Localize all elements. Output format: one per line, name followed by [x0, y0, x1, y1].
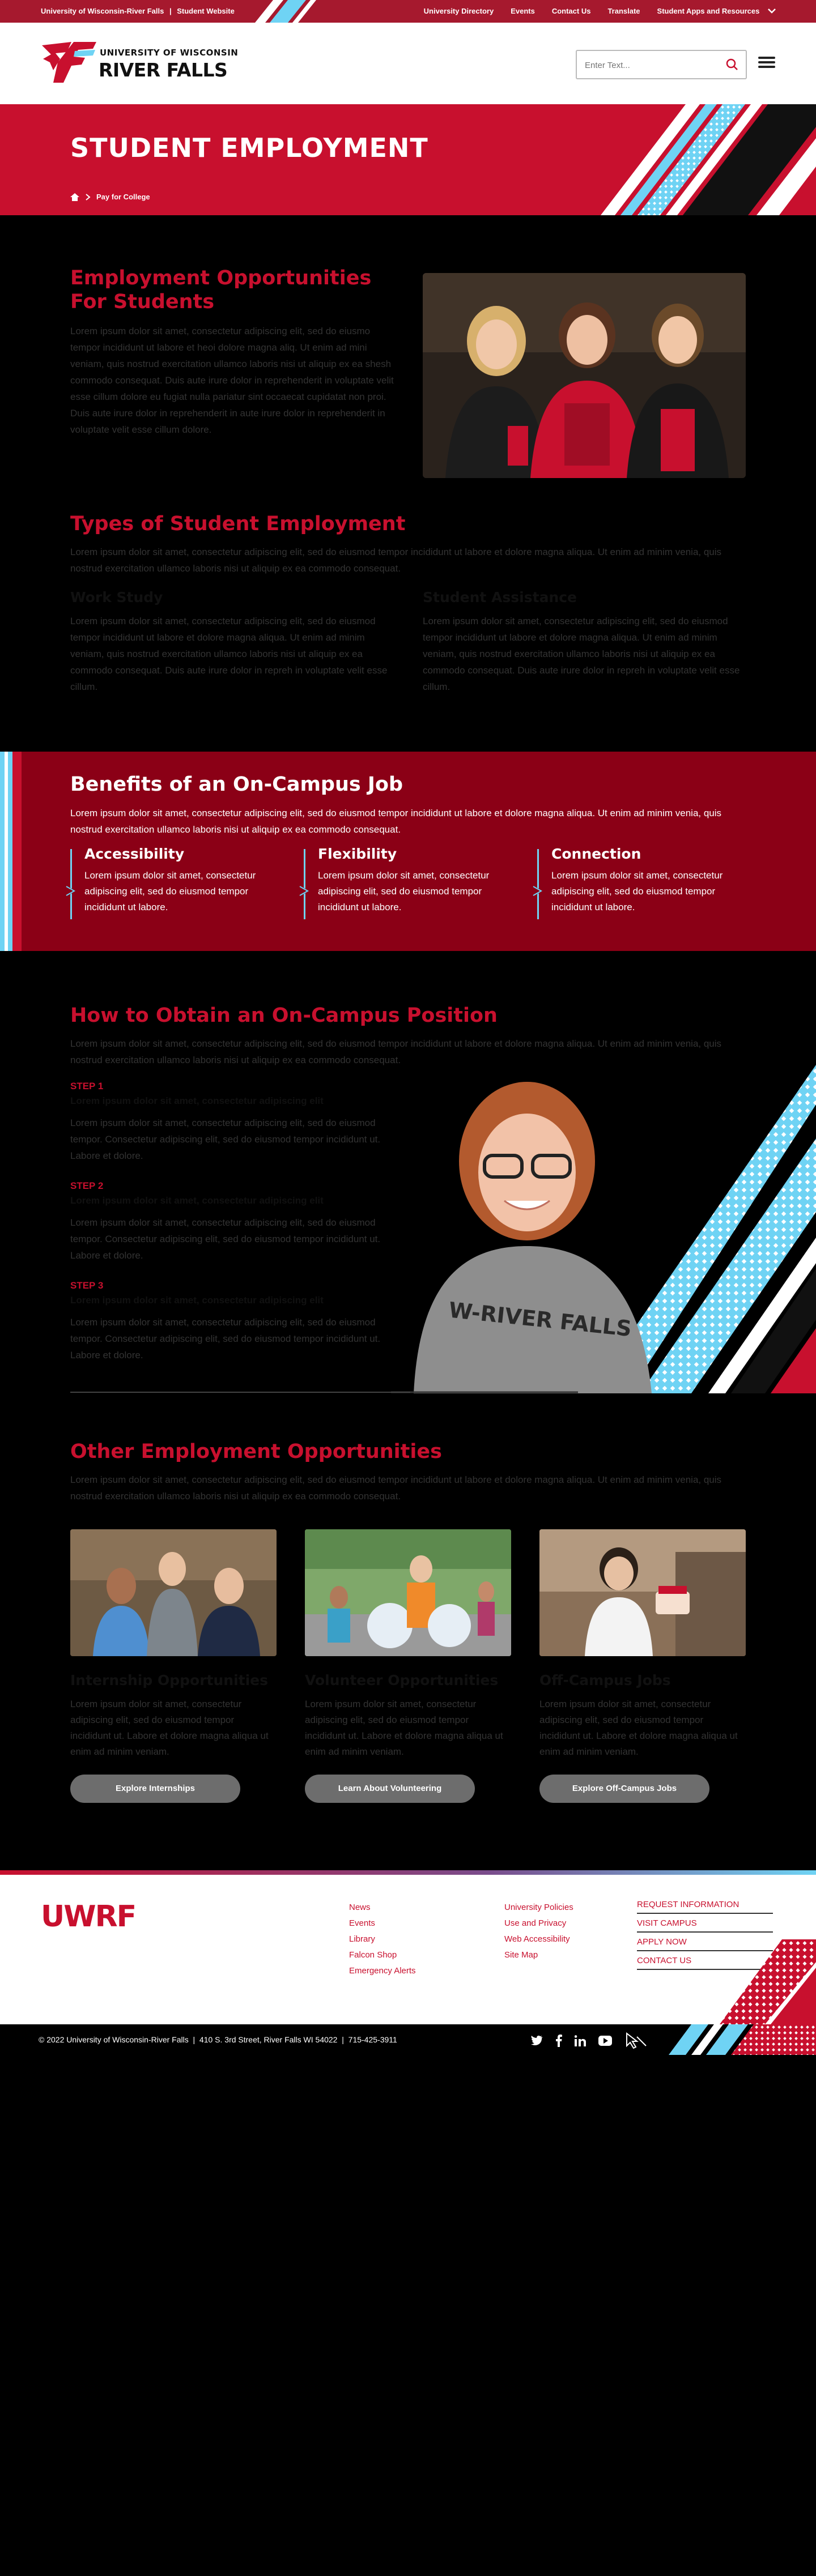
footer-link-library[interactable]: Library	[349, 1934, 375, 1944]
footer-link-events[interactable]: Events	[349, 1918, 375, 1928]
learn-about-volunteering-button[interactable]: Learn About Volunteering	[305, 1775, 475, 1803]
search-input[interactable]	[585, 58, 721, 72]
link-events[interactable]: Events	[511, 7, 535, 15]
footer-bottom-bar	[0, 2024, 816, 2055]
benefit-body: Lorem ipsum dolor sit amet, consectetur adipiscing elit, sed do eiusmod tempor incididunt ut labore.	[551, 870, 723, 912]
twitter-icon[interactable]	[530, 2035, 543, 2046]
chevron-right-icon	[299, 885, 310, 897]
benefit-body: Lorem ipsum dolor sit amet, consectetur adipiscing elit, sed do eiusmod tempor incididunt ut labore.	[84, 870, 256, 912]
work-study-body: Lorem ipsum dolor sit amet, consectetur adipiscing elit, sed do eiusmod tempor incididunt ut labore et dolore magna aliqua. Ut enim ad minim veniam, quis nostrud exercitation ullamco laboris nisi ut aliquip ex ea commodo consequat. Duis aute irure dolor in repreh in voluptate velit esse cillum.	[70, 616, 388, 692]
footer-logo[interactable]	[41, 1900, 135, 1934]
logo-text-university: UNIVERSITY OF WISCONSIN	[100, 48, 239, 58]
photo-off-campus-worker	[539, 1529, 746, 1656]
card-body: Lorem ipsum dolor sit amet, consectetur adipiscing elit, sed do eiusmod tempor incididunt ut. Labore et dolore magna aliqua ut enim ad minim veniam.	[70, 1699, 269, 1757]
bottom-decorative-stripes	[669, 2024, 816, 2055]
chevron-right-icon	[65, 885, 76, 897]
card-body: Lorem ipsum dolor sit amet, consectetur adipiscing elit, sed do eiusmod tempor incididunt ut. Labore et dolore magna aliqua ut enim ad minim veniam.	[305, 1699, 503, 1757]
search-icon[interactable]	[725, 58, 739, 71]
step-2	[70, 1180, 399, 1264]
student-assistance-body: Lorem ipsum dolor sit amet, consectetur adipiscing elit, sed do eiusmod tempor incididunt ut labore et dolore magna aliqua. Ut enim ad minim veniam, quis nostrud exercitation ullamco laboris nisi ut aliquip ex ea commodo consequat. Duis aute irure dolor in repreh in voluptate velit esse cillum.	[423, 616, 740, 692]
dropdown-student-apps-label: Student Apps and Resources	[657, 7, 760, 15]
benefit-flexibility	[304, 846, 513, 919]
student-photo-graphic	[391, 1059, 816, 1393]
link-translate[interactable]: Translate	[607, 7, 640, 15]
section-title-other: Other Employment Opportunities	[70, 1440, 442, 1463]
benefits-intro: Lorem ipsum dolor sit amet, consectetur adipiscing elit, sed do eiusmod tempor incididunt ut labore et dolore magna aliqua. Ut enim ad minim venia, quis nostrud exercitation ullamco laboris nisi ut aliquip ex ea commodo consequat.	[70, 808, 722, 835]
footer-link-news[interactable]: News	[349, 1903, 371, 1912]
opportunities-body: Lorem ipsum dolor sit amet, consectetur adipiscing elit, sed do eiusmo tempor incididunt ut labore et heoi dolore magna aliq. Ut enim ad mini veniam, quis nostrud exercitation ullamco laboris nisi ut aliquip ex ea shesh commodo consequat. Duis aute irure dolor in reprehenderit in voluptate velit esse cillum dolore eu fugiat nulla pariatur sint occaecat cupidatat non proi. Duis aute irure dolor in reprehenderit in aute irure dolor in reprehenderit in voluptate velit esse cillum dolore.	[70, 326, 394, 435]
utility-left-links	[41, 7, 238, 15]
shirt-print-text: W-RIVER FALLS	[447, 1297, 633, 1342]
step-title: Lorem ipsum dolor sit amet, consectetur adipiscing elit	[70, 1195, 324, 1206]
utility-separator: |	[169, 7, 172, 15]
chevron-right-icon	[85, 194, 91, 201]
site-header	[0, 23, 816, 104]
footer-logo-text: UWRF	[41, 1900, 136, 1934]
step-1	[70, 1081, 399, 1164]
footer-links-col2	[504, 1900, 573, 1963]
obtain-intro: Lorem ipsum dolor sit amet, consectetur adipiscing elit, sed do eiusmod tempor incididunt ut labore et dolore magna aliqua. Ut enim ad minim venia, quis nostrud exercitation ullamco laboris nisi ut aliquip ex ea commodo consequat.	[70, 1038, 722, 1065]
card-volunteer	[305, 1529, 511, 1803]
benefit-accessibility	[70, 846, 280, 919]
cta-visit-campus[interactable]: VISIT CAMPUS	[637, 1914, 773, 1933]
work-study-title: Work Study	[70, 589, 163, 605]
footer-link-university-policies[interactable]: University Policies	[504, 1903, 573, 1912]
search-box	[576, 50, 747, 79]
utility-right-links	[424, 7, 776, 15]
footer-link-emergency-alerts[interactable]: Emergency Alerts	[349, 1966, 416, 1976]
dropdown-student-apps[interactable]	[657, 7, 776, 15]
footer-decorative-stripes	[686, 1939, 816, 2024]
footer-link-web-accessibility[interactable]: Web Accessibility	[504, 1934, 570, 1944]
step-3	[70, 1280, 399, 1363]
benefit-title: Flexibility	[318, 846, 397, 862]
chevron-right-icon	[532, 885, 543, 897]
breadcrumb-current[interactable]: Pay for College	[96, 193, 150, 201]
site-link-uwrf[interactable]: University of Wisconsin-River Falls	[41, 7, 164, 15]
falcon-logo-mark-icon	[41, 40, 97, 85]
other-intro: Lorem ipsum dolor sit amet, consectetur adipiscing elit, sed do eiusmod tempor incididunt ut labore et dolore magna aliqua. Ut enim ad minim venia, quis nostrud exercitation ullamco laboris nisi ut aliquip ex ea commodo consequat.	[70, 1474, 722, 1502]
footer-gradient-bar	[0, 1870, 816, 1875]
photo-volunteers	[305, 1529, 511, 1656]
copyright-text: © 2022 University of Wisconsin-River Falls | 410 S. 3rd Street, River Falls WI 54022 | 715-425-3911	[39, 2035, 397, 2044]
step-label: STEP 1	[70, 1081, 104, 1091]
benefit-title: Connection	[551, 846, 641, 862]
student-assistance-title: Student Assistance	[423, 589, 577, 605]
card-off-campus	[539, 1529, 746, 1803]
photo-three-students	[423, 273, 746, 478]
social-links	[530, 2032, 647, 2049]
section-title-opportunities: Employment Opportunities For Students	[70, 267, 372, 313]
hero-decorative-stripes	[601, 104, 816, 215]
page-title: STUDENT EMPLOYMENT	[70, 133, 428, 163]
card-title: Off-Campus Jobs	[539, 1672, 671, 1688]
step-label: STEP 2	[70, 1180, 104, 1191]
benefit-title: Accessibility	[84, 846, 185, 862]
footer-link-falcon-shop[interactable]: Falcon Shop	[349, 1950, 397, 1960]
footer-links-col1	[349, 1900, 416, 1979]
card-body: Lorem ipsum dolor sit amet, consectetur adipiscing elit, sed do eiusmod tempor incididunt ut. Labore et dolore magna aliqua ut enim ad minim veniam.	[539, 1699, 738, 1757]
breadcrumb	[70, 193, 150, 201]
step-body: Lorem ipsum dolor sit amet, consectetur adipiscing elit, sed do eiusmod tempor. Consectetur adipiscing elit, sed do eiusmod tempor incididunt ut. Labore et dolore.	[70, 1217, 381, 1261]
section-title-types: Types of Student Employment	[70, 513, 406, 535]
cta-apply-now[interactable]: APPLY NOW	[637, 1933, 773, 1951]
decorative-stripes	[244, 0, 357, 23]
footer-link-use-and-privacy[interactable]: Use and Privacy	[504, 1918, 567, 1928]
facebook-icon[interactable]	[555, 2035, 562, 2047]
explore-internships-button[interactable]: Explore Internships	[70, 1775, 240, 1803]
utility-bar	[0, 0, 816, 23]
link-university-directory[interactable]: University Directory	[423, 7, 494, 15]
site-footer	[0, 1870, 816, 2024]
site-link-student-website[interactable]: Student Website	[177, 7, 235, 15]
home-icon[interactable]	[70, 193, 79, 201]
logo-text-river-falls: RIVER FALLS	[99, 59, 228, 81]
types-intro: Lorem ipsum dolor sit amet, consectetur adipiscing elit, sed do eiusmod tempor incididunt ut labore et dolore magna aliqua. Ut enim ad minim venia, quis nostrud exercitation ullamco laboris nisi ut aliquip ex ea commodo consequat.	[70, 547, 722, 574]
explore-off-campus-jobs-button[interactable]: Explore Off-Campus Jobs	[539, 1775, 709, 1803]
card-internships	[70, 1529, 277, 1803]
steps-divider	[70, 1392, 410, 1393]
step-label: STEP 3	[70, 1280, 104, 1291]
link-contact-us[interactable]: Contact Us	[551, 7, 591, 15]
cta-contact-us[interactable]: CONTACT US	[637, 1951, 773, 1970]
cta-request-information[interactable]: REQUEST INFORMATION	[637, 1895, 773, 1914]
step-title: Lorem ipsum dolor sit amet, consectetur adipiscing elit	[70, 1095, 324, 1106]
card-title: Internship Opportunities	[70, 1672, 268, 1688]
step-body: Lorem ipsum dolor sit amet, consectetur adipiscing elit, sed do eiusmod tempor. Consectetur adipiscing elit, sed do eiusmod tempor incididunt ut. Labore et dolore.	[70, 1317, 381, 1360]
hamburger-menu-icon[interactable]	[758, 54, 775, 71]
uwrf-logo[interactable]	[41, 40, 245, 87]
footer-link-site-map[interactable]: Site Map	[504, 1950, 538, 1960]
benefits-edge-stripes	[0, 752, 22, 951]
benefits-title: Benefits of an On-Campus Job	[70, 773, 403, 796]
section-title-obtain: How to Obtain an On-Campus Position	[70, 1004, 498, 1027]
benefits-section	[0, 752, 816, 951]
linkedin-icon[interactable]	[575, 2035, 586, 2046]
benefit-body: Lorem ipsum dolor sit amet, consectetur adipiscing elit, sed do eiusmod tempor incididunt ut labore.	[318, 870, 490, 912]
card-title: Volunteer Opportunities	[305, 1672, 499, 1688]
youtube-icon[interactable]	[598, 2036, 612, 2046]
step-body: Lorem ipsum dolor sit amet, consectetur adipiscing elit, sed do eiusmod tempor. Consectetur adipiscing elit, sed do eiusmod tempor incididunt ut. Labore et dolore.	[70, 1118, 381, 1161]
benefit-connection	[537, 846, 747, 919]
cursor-icon[interactable]	[624, 2032, 647, 2049]
page-hero	[0, 104, 816, 215]
chevron-down-icon	[767, 8, 776, 14]
photo-internship-students	[70, 1529, 277, 1656]
step-title: Lorem ipsum dolor sit amet, consectetur adipiscing elit	[70, 1295, 324, 1306]
